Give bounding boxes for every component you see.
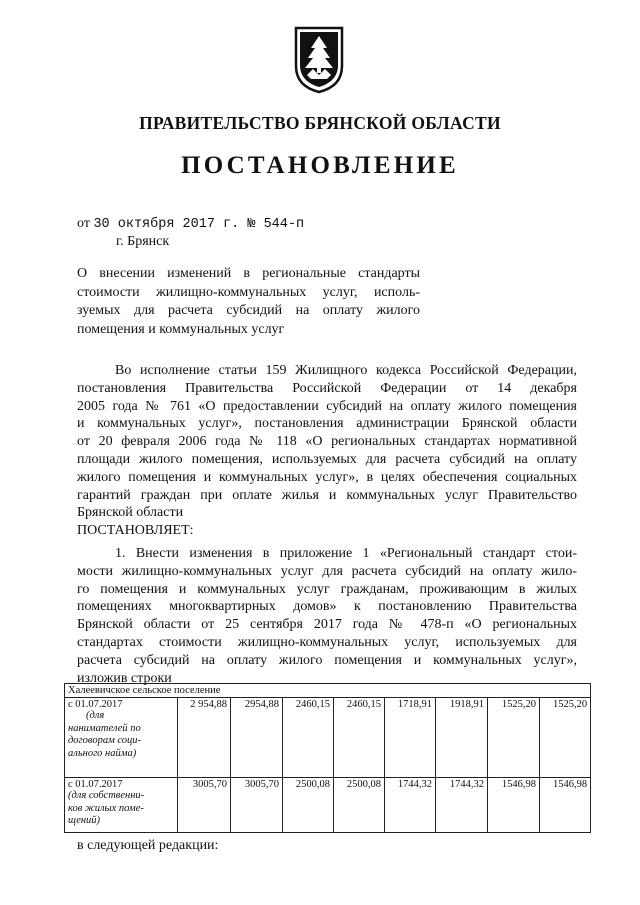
government-name: ПРАВИТЕЛЬСТВО БРЯНСКОЙ ОБЛАСТИ xyxy=(139,113,501,133)
table-cell: 1546,98 xyxy=(540,778,591,833)
item-1-line: стандартах стоимости жилищно-коммунальных услуг, используемых для xyxy=(77,634,577,650)
table-cell: 1546,98 xyxy=(488,778,540,833)
item-1-line: мости жилищно-коммунальных услуг для расчета субсидий на оплату жило- xyxy=(77,563,577,579)
preamble-line: жилого помещения и коммунальных услуг», в целях обеспечения социальных xyxy=(77,469,577,485)
item-1-line: Брянской области от 25 сентября 2017 года № 478-п «О региональных xyxy=(77,617,577,633)
subject-line: помещения и коммунальных услуг xyxy=(77,321,285,337)
preamble-line: гарантий граждан при оплате жилья и коммунальных услуг Правительство xyxy=(77,487,577,503)
table-cell: 1744,32 xyxy=(436,778,488,833)
preamble-paragraph xyxy=(77,362,577,540)
table-cell: 3005,70 xyxy=(231,778,283,833)
period-note: (для собственни- xyxy=(68,790,145,801)
period-cell xyxy=(65,778,178,833)
bryansk-coat-of-arms-icon xyxy=(293,24,345,94)
table-cell: 3005,70 xyxy=(178,778,231,833)
subject-line: О внесении изменений в региональные стандарты xyxy=(77,266,420,281)
preamble-line: 2005 года № 761 «О предоставлении субсидий на оплату жилого помещения xyxy=(77,398,577,414)
table-cell: 2460,15 xyxy=(283,698,334,778)
period-note: щений) xyxy=(68,815,101,827)
rates-table xyxy=(64,683,591,833)
document-subject xyxy=(77,265,420,339)
period-note: договорам соци- xyxy=(68,735,142,747)
table-cell: 2460,15 xyxy=(334,698,385,778)
table-cell: 1718,91 xyxy=(385,698,436,778)
table-cell: 2500,08 xyxy=(334,778,385,833)
document-date-number xyxy=(77,216,304,232)
table-cell: 1918,91 xyxy=(436,698,488,778)
preamble-line: площади жилого помещения, используемых для расчета субсидий на оплату xyxy=(77,451,577,467)
item-1-line: расчета субсидий на оплату жилого помещения и коммунальных услуг», xyxy=(77,652,577,668)
table-row xyxy=(65,684,591,698)
table-cell: 2954,88 xyxy=(231,698,283,778)
item-1-line: изложив строки xyxy=(77,670,172,686)
table-row xyxy=(65,778,591,833)
preamble-line: Брянской области xyxy=(77,505,184,521)
period-note: (для xyxy=(86,710,105,721)
item-1-line: помещениях многоквартирных домов» к постановлению Правительства xyxy=(77,599,577,615)
date-prefix: от xyxy=(77,216,90,231)
table-cell: 1525,20 xyxy=(540,698,591,778)
resolves-keyword: ПОСТАНОВЛЯЕТ: xyxy=(77,523,194,539)
table-cell: 2 954,88 xyxy=(178,698,231,778)
preamble-line: постановления Правительства Российской Федерации от 14 декабря xyxy=(77,380,577,396)
preamble-line: Во исполнение статьи 159 Жилищного кодекса Российской Федерации, xyxy=(115,363,577,378)
period-note: ков жилых поме- xyxy=(68,802,144,814)
table-cell: 1744,32 xyxy=(385,778,436,833)
period-date: с 01.07.2017 xyxy=(68,699,123,710)
preamble-line: от 20 февраля 2006 года № 118 «О региональных стандартах нормативной xyxy=(77,434,577,450)
document-type-title: ПОСТАНОВЛЕНИЕ xyxy=(181,152,459,179)
table-cell: 1525,20 xyxy=(488,698,540,778)
period-note: нанимателей по xyxy=(68,722,141,734)
period-note: ального найма) xyxy=(68,747,137,759)
subject-line: зуемых для расчета субсидий на оплату жилого xyxy=(77,303,420,319)
settlement-name: Халеевичское сельское поселение xyxy=(65,684,591,698)
subject-line: стоимости жилищно-коммунальных услуг, исполь- xyxy=(77,284,420,300)
period-cell xyxy=(65,698,178,778)
item-1-line: го помещения и коммунальных услуг гражданам, проживающим в жилых xyxy=(77,581,577,597)
table-cell: 2500,08 xyxy=(283,778,334,833)
item-1-line: 1. Внести изменения в приложение 1 «Региональный стандарт стои- xyxy=(115,546,577,561)
preamble-line: и коммунальных услуг», постановления администрации Брянской области xyxy=(77,416,577,432)
document-city: г. Брянск xyxy=(116,234,170,249)
date-number-value: 30 октября 2017 г. № 544-п xyxy=(93,217,305,232)
table-row xyxy=(65,698,591,778)
period-date: с 01.07.2017 xyxy=(68,779,123,790)
following-wording-text: в следующей редакции: xyxy=(77,838,219,853)
item-1-paragraph xyxy=(77,545,577,687)
